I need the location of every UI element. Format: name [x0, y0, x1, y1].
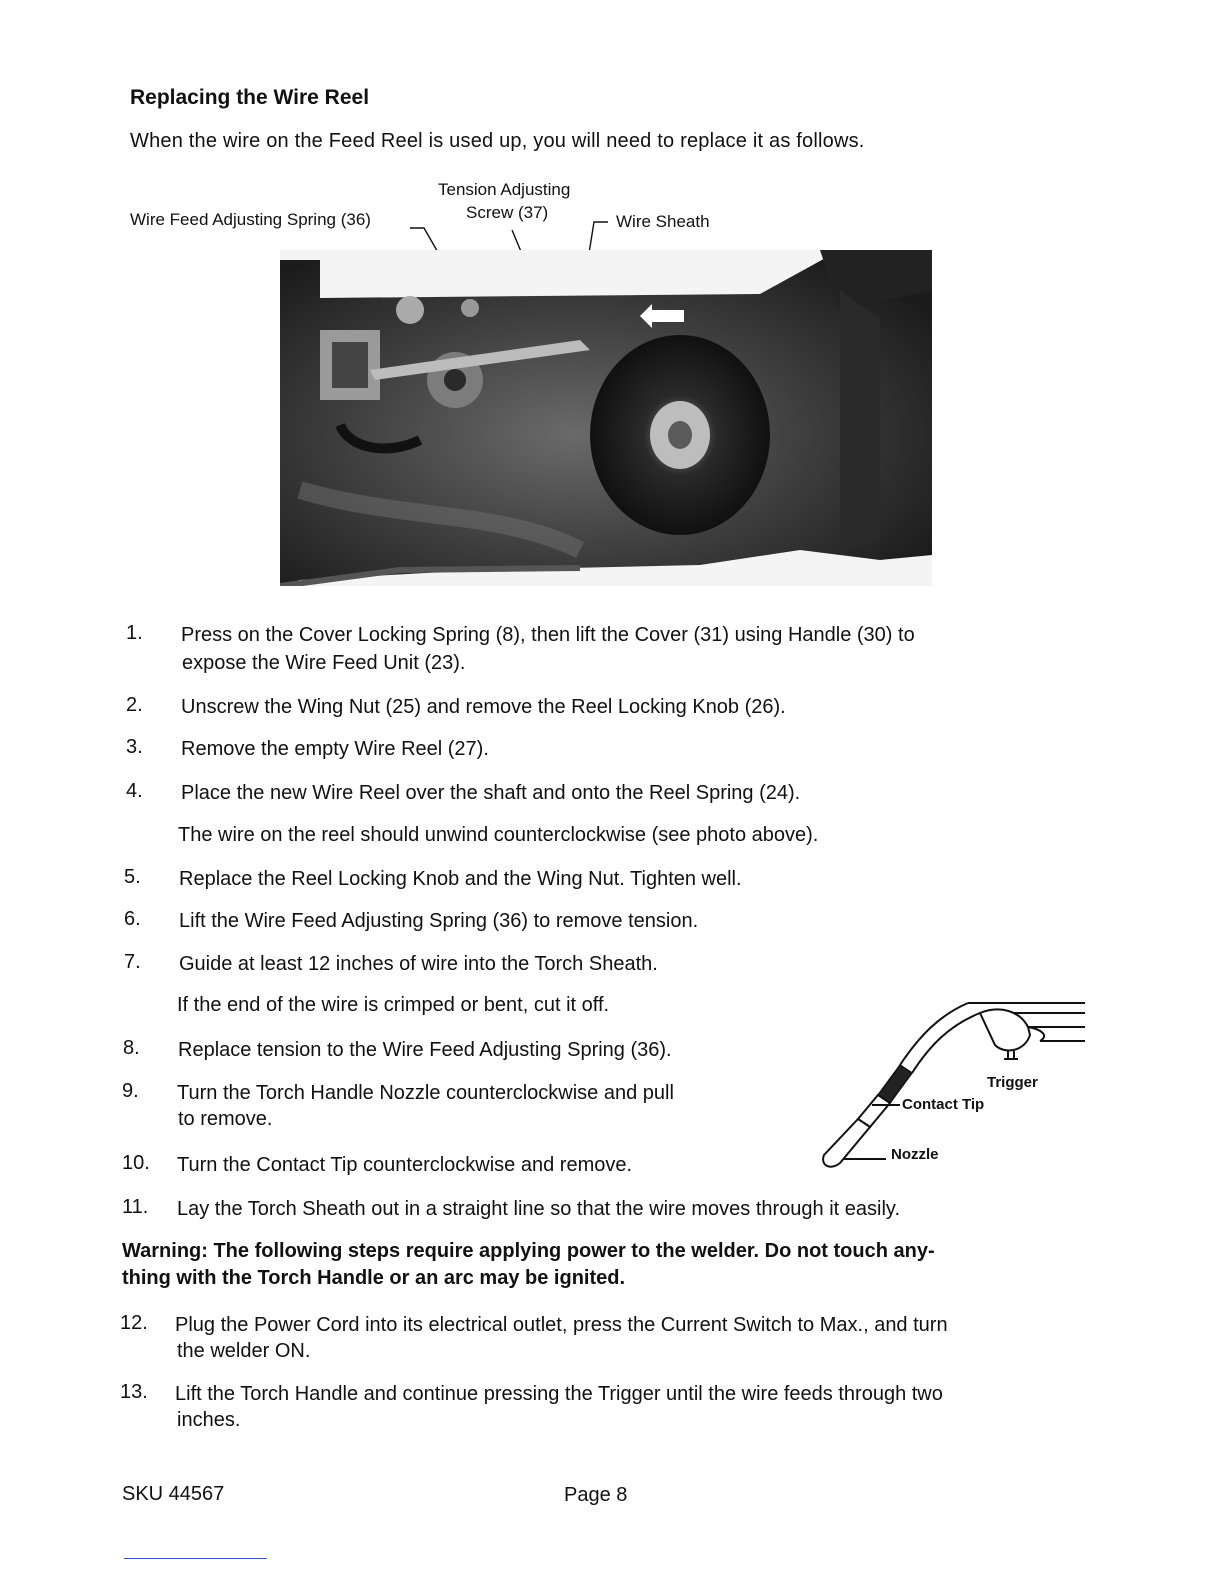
step-text: Lay the Torch Sheath out in a straight line so that the wire moves through it easily. [177, 1198, 900, 1220]
step-text-cont: to remove. [178, 1108, 273, 1130]
step-number: 5. [124, 866, 141, 888]
step-text-cont: inches. [177, 1409, 241, 1431]
intro-text: When the wire on the Feed Reel is used up, you will need to replace it as follows. [130, 130, 865, 152]
step-8 [123, 1037, 823, 1067]
step-number: 1. [126, 622, 143, 644]
step-12 [120, 1312, 1100, 1368]
step-2 [126, 694, 1086, 724]
step-9 [122, 1080, 822, 1136]
step-text: Press on the Cover Locking Spring (8), then lift the Cover (31) using Handle (30) to [181, 624, 915, 646]
note-unwind: The wire on the reel should unwind counterclockwise (see photo above). [178, 824, 819, 846]
warning-line-1: Warning: The following steps require applying power to the welder. Do not touch any- [122, 1240, 935, 1262]
label-wire-feed-spring: Wire Feed Adjusting Spring (36) [130, 210, 371, 229]
step-text: Plug the Power Cord into its electrical outlet, press the Current Switch to Max., and turn [175, 1314, 948, 1336]
note-crimped: If the end of the wire is crimped or bent, cut it off. [177, 994, 610, 1016]
label-nozzle: Nozzle [891, 1146, 939, 1163]
step-10 [122, 1152, 822, 1182]
step-text: Unscrew the Wing Nut (25) and remove the Reel Locking Knob (26). [181, 696, 786, 718]
label-wire-sheath: Wire Sheath [616, 212, 710, 231]
step-number: 9. [122, 1080, 139, 1102]
step-4 [126, 780, 1086, 810]
step-7 [124, 951, 1084, 981]
step-1 [126, 622, 1086, 682]
label-contact-tip: Contact Tip [902, 1096, 985, 1113]
step-6 [124, 908, 1084, 938]
step-number: 12. [120, 1312, 148, 1334]
step-number: 6. [124, 908, 141, 930]
step-number: 11. [122, 1196, 149, 1218]
step-text: Lift the Torch Handle and continue pressing the Trigger until the wire feeds through two [175, 1383, 943, 1405]
step-5 [124, 866, 1084, 896]
footer-sku: SKU 44567 [122, 1483, 225, 1505]
step-number: 13. [120, 1381, 148, 1403]
step-number: 4. [126, 780, 143, 802]
footer-rule [124, 1558, 267, 1559]
step-number: 8. [123, 1037, 140, 1059]
torch-handle-diagram [800, 995, 1100, 1175]
step-11 [122, 1196, 1082, 1226]
step-text: Lift the Wire Feed Adjusting Spring (36) to remove tension. [179, 910, 699, 932]
step-text: Guide at least 12 inches of wire into the Torch Sheath. [179, 953, 658, 975]
wire-feed-unit-photo [280, 250, 932, 586]
step-text: Replace tension to the Wire Feed Adjusting Spring (36). [178, 1039, 672, 1061]
step-text: Place the new Wire Reel over the shaft and onto the Reel Spring (24). [181, 782, 801, 804]
step-text: Remove the empty Wire Reel (27). [181, 738, 489, 760]
step-number: 7. [124, 951, 141, 973]
step-text-cont: the welder ON. [177, 1340, 311, 1362]
step-3 [126, 736, 1086, 766]
label-tension-screw-line2: Screw (37) [466, 203, 549, 222]
step-text: Turn the Torch Handle Nozzle counterclockwise and pull [177, 1082, 674, 1104]
warning-line-2: thing with the Torch Handle or an arc may be ignited. [122, 1267, 626, 1289]
step-text: Replace the Reel Locking Knob and the Wing Nut. Tighten well. [179, 868, 742, 890]
label-trigger: Trigger [987, 1074, 1038, 1091]
footer-page-number: Page 8 [564, 1484, 628, 1506]
step-text: Turn the Contact Tip counterclockwise and remove. [177, 1154, 633, 1176]
step-number: 10. [122, 1152, 150, 1174]
warning-text [122, 1238, 1102, 1292]
label-tension-screw-line1: Tension Adjusting [438, 180, 571, 199]
step-number: 3. [126, 736, 143, 758]
step-number: 2. [126, 694, 143, 716]
step-13 [120, 1381, 1100, 1437]
section-heading: Replacing the Wire Reel [130, 86, 370, 109]
step-text-cont: expose the Wire Feed Unit (23). [182, 652, 466, 674]
